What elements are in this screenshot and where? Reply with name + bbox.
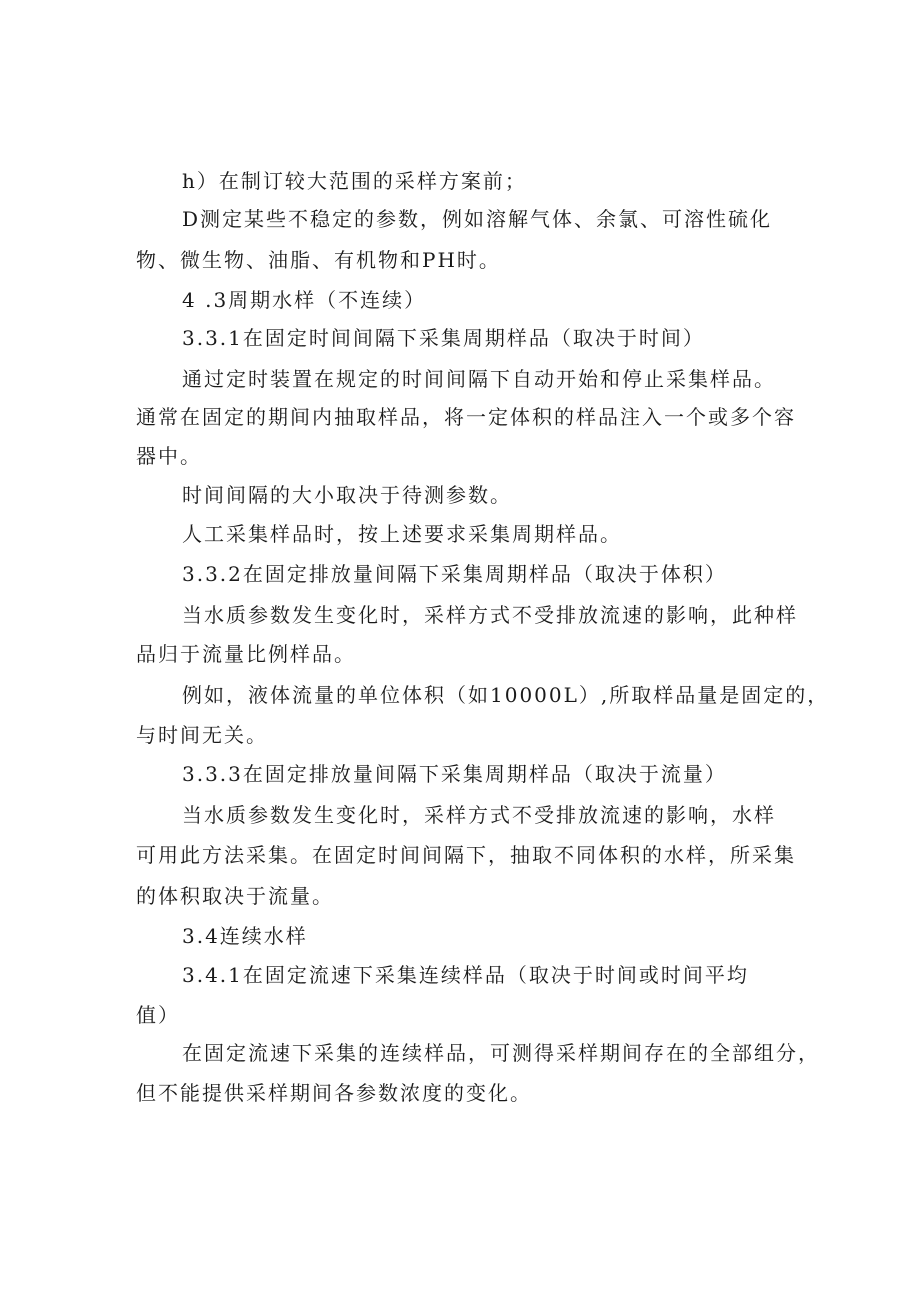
text-line: 时间间隔的大小取决于待测参数。 [182, 483, 512, 507]
text-line: 器中。 [136, 444, 202, 468]
section-heading: 3.3.2在固定排放量间隔下采集周期样品（取决于体积） [182, 562, 727, 586]
text-line: 的体积取决于流量。 [136, 884, 334, 908]
text-line: 在固定流速下采集的连续样品，可测得采样期间存在的全部组分， [182, 1041, 820, 1065]
text-line: h）在制订较大范围的采样方案前； [182, 169, 527, 193]
section-heading: 3.3.1在固定时间间隔下采集周期样品（取决于时间） [182, 326, 705, 350]
text-line: 但不能提供采样期间各参数浓度的变化。 [136, 1081, 532, 1105]
text-line: 当水质参数发生变化时，采样方式不受排放流速的影响，水样 [182, 803, 776, 827]
text-line: 可用此方法采集。在固定时间间隔下，抽取不同体积的水样，所采集 [136, 843, 796, 867]
text-line: 通常在固定的期间内抽取样品，将一定体积的样品注入一个或多个容 [136, 405, 796, 429]
text-line: 当水质参数发生变化时，采样方式不受排放流速的影响，此种样 [182, 603, 798, 627]
section-heading: 3.3.3在固定排放量间隔下采集周期样品（取决于流量） [182, 762, 727, 786]
text-line: 例如，液体流量的单位体积（如10000L）,所取样品量是固定的， [182, 683, 830, 707]
section-heading: 3.4.1在固定流速下采集连续样品（取决于时间或时间平均 [182, 963, 749, 987]
text-line: 物、微生物、油脂、有机物和PH时。 [136, 248, 501, 272]
text-line: 人工采集样品时，按上述要求采集周期样品。 [182, 522, 622, 546]
text-line: 通过定时装置在规定的时间间隔下自动开始和停止采集样品。 [182, 367, 776, 391]
section-heading: 3.4连续水样 [182, 924, 308, 948]
text-line: D测定某些不稳定的参数，例如溶解气体、余氯、可溶性硫化 [182, 207, 773, 231]
section-heading: 值） [136, 1003, 180, 1027]
text-line: 与时间无关。 [136, 723, 268, 747]
text-line: 品归于流量比例样品。 [136, 642, 356, 666]
section-heading: 4 .3周期水样（不连续） [182, 288, 427, 312]
